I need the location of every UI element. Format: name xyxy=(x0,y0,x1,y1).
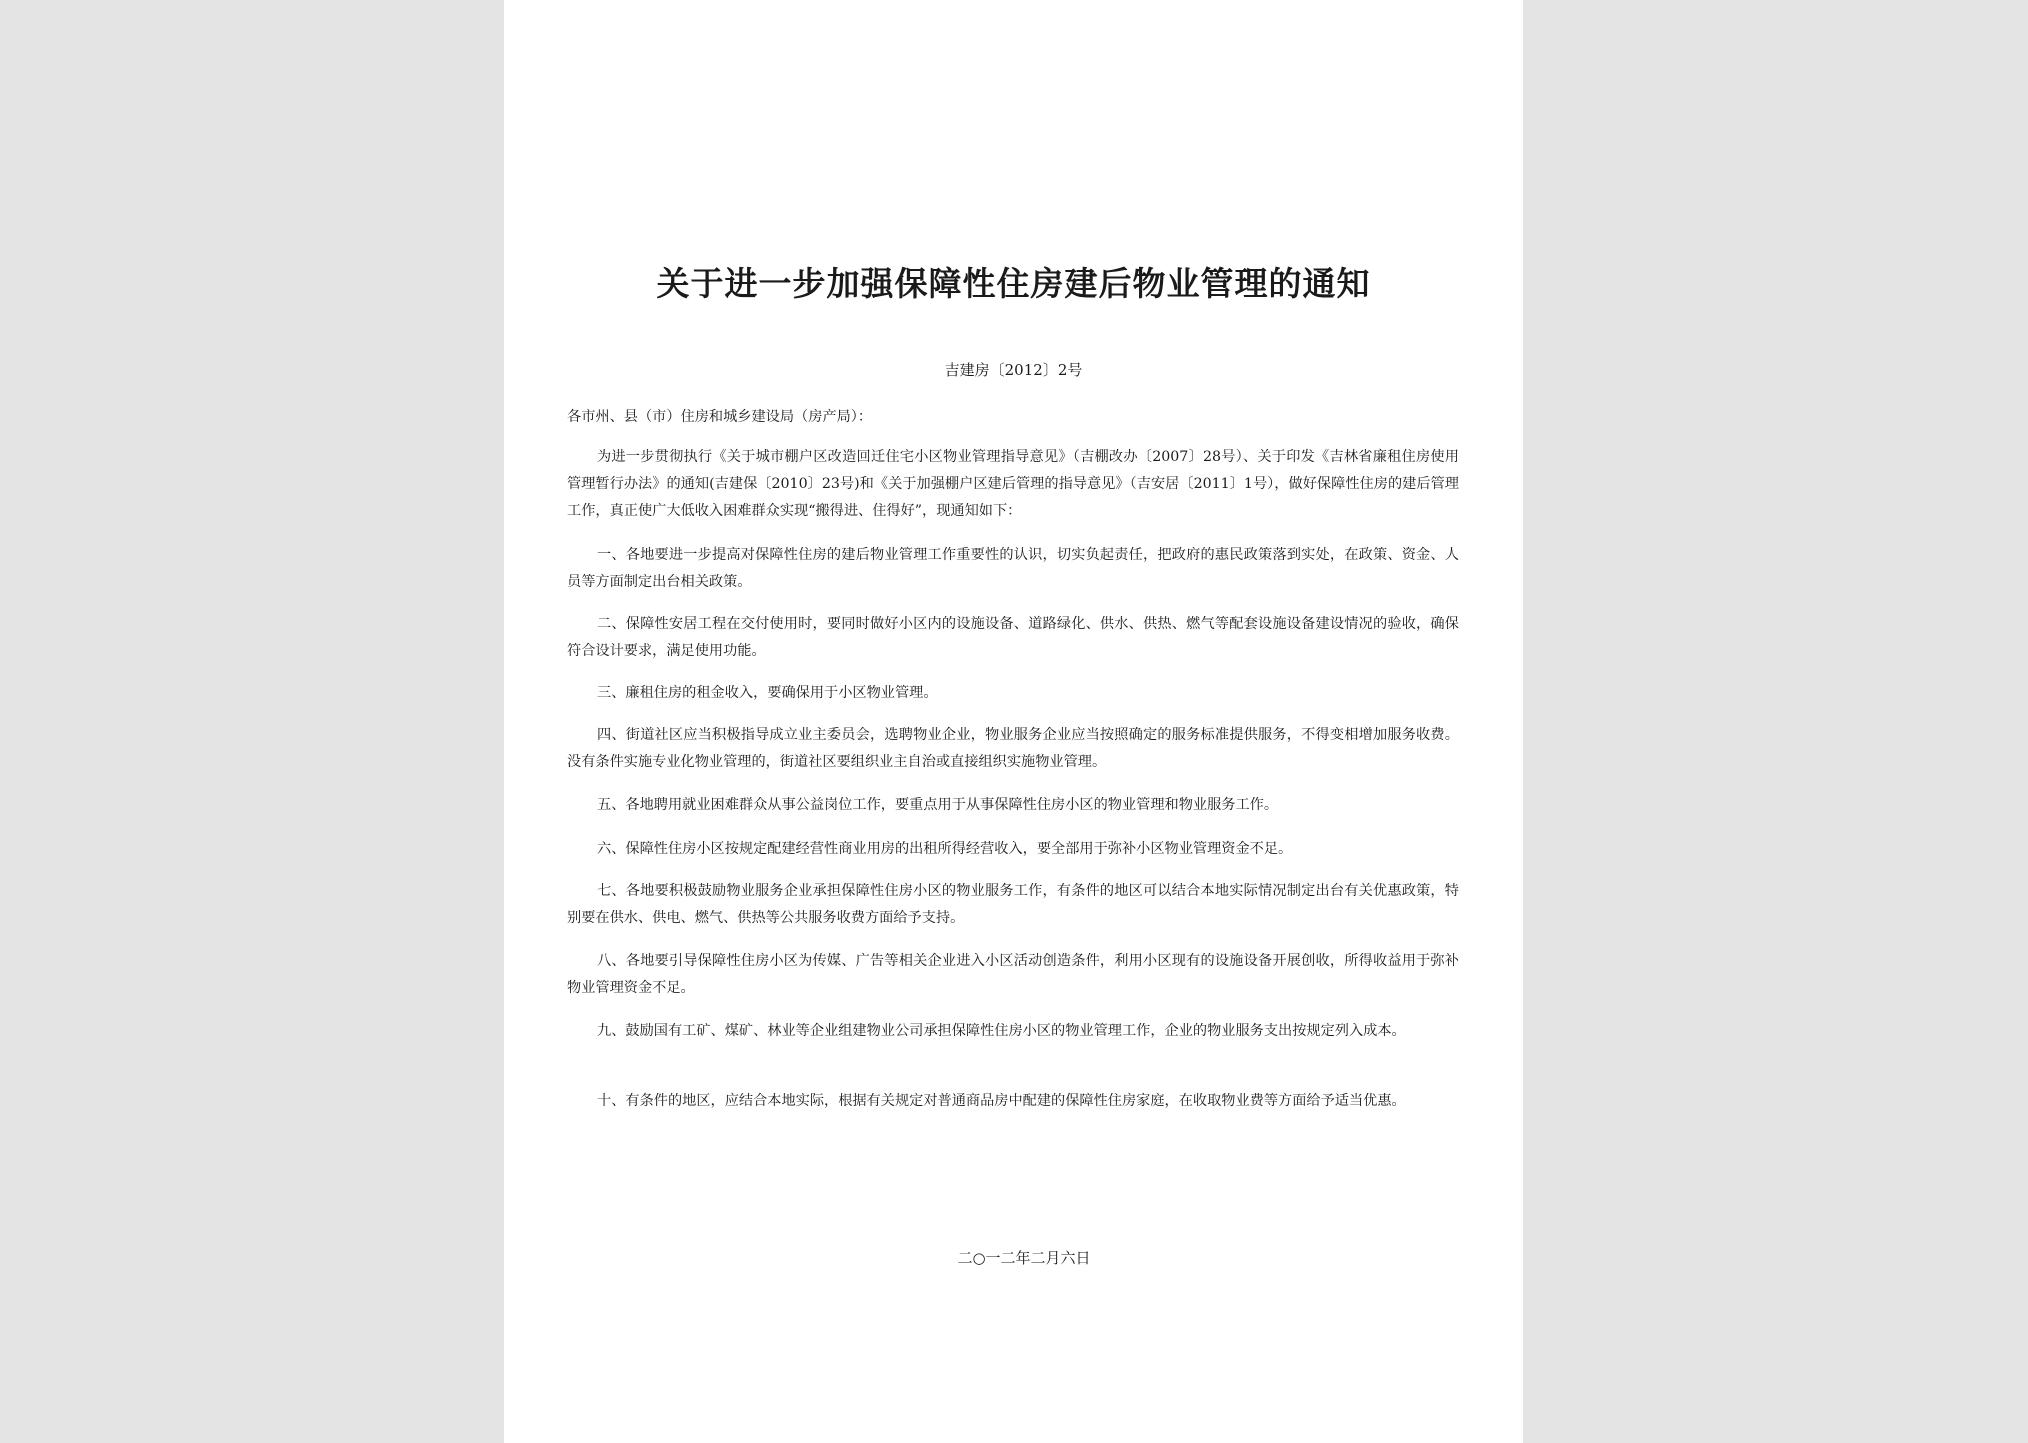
paragraph-item-10: 十、有条件的地区，应结合本地实际，根据有关规定对普通商品房中配建的保障性住房家庭，在收取物业费等方面给予适当优惠。 xyxy=(597,1093,1406,1109)
paragraph-item-1: 一、各地要进一步提高对保障性住房的建后物业管理工作重要性的认识，切实负起责任，把政府的惠民政策落到实处，在政策、资金、人员等方面制定出台相关政策。 xyxy=(567,547,1459,590)
paragraph-item-8: 八、各地要引导保障性住房小区为传媒、广告等相关企业进入小区活动创造条件，利用小区现有的设施设备开展创收，所得收益用于弥补物业管理资金不足。 xyxy=(567,953,1459,996)
paragraph-intro: 为进一步贯彻执行《关于城市棚户区改造回迁住宅小区物业管理指导意见》（吉棚改办〔2007〕28号）、关于印发《吉林省廉租住房使用管理暂行办法》的通知(吉建保〔2010〕23号)和《关于加强棚户区建后管理的指导意见》（吉安居〔2011〕1号），做好保障性住房的建后管理工作，真正使广大低收入困难群众实现“搬得进、住得好”，现通知如下： xyxy=(567,449,1459,519)
document-date: 二○一二年二月六日 xyxy=(957,1249,1091,1267)
document-page xyxy=(504,0,1523,1443)
document-title: 关于进一步加强保障性住房建后物业管理的通知 xyxy=(656,264,1371,303)
document-number: 吉建房〔2012〕2号 xyxy=(944,361,1083,379)
paragraph-item-2: 二、保障性安居工程在交付使用时，要同时做好小区内的设施设备、道路绿化、供水、供热、燃气等配套设施设备建设情况的验收，确保符合设计要求，满足使用功能。 xyxy=(567,616,1459,659)
paragraph-item-3: 三、廉租住房的租金收入，要确保用于小区物业管理。 xyxy=(597,685,938,701)
paragraph-item-4: 四、街道社区应当积极指导成立业主委员会，选聘物业企业，物业服务企业应当按照确定的服务标准提供服务，不得变相增加服务收费。没有条件实施专业化物业管理的，街道社区要组织业主自治或直接组织实施物业管理。 xyxy=(567,727,1459,770)
salutation: 各市州、县（市）住房和城乡建设局（房产局）： xyxy=(567,409,873,425)
paragraph-item-5: 五、各地聘用就业困难群众从事公益岗位工作，要重点用于从事保障性住房小区的物业管理和物业服务工作。 xyxy=(597,797,1279,813)
paragraph-item-9: 九、鼓励国有工矿、煤矿、林业等企业组建物业公司承担保障性住房小区的物业管理工作，企业的物业服务支出按规定列入成本。 xyxy=(597,1023,1406,1039)
paragraph-item-6: 六、保障性住房小区按规定配建经营性商业用房的出租所得经营收入，要全部用于弥补小区物业管理资金不足。 xyxy=(597,841,1293,857)
paragraph-item-7: 七、各地要积极鼓励物业服务企业承担保障性住房小区的物业服务工作，有条件的地区可以结合本地实际情况制定出台有关优惠政策，特别要在供水、供电、燃气、供热等公共服务收费方面给予支持。 xyxy=(567,883,1459,926)
